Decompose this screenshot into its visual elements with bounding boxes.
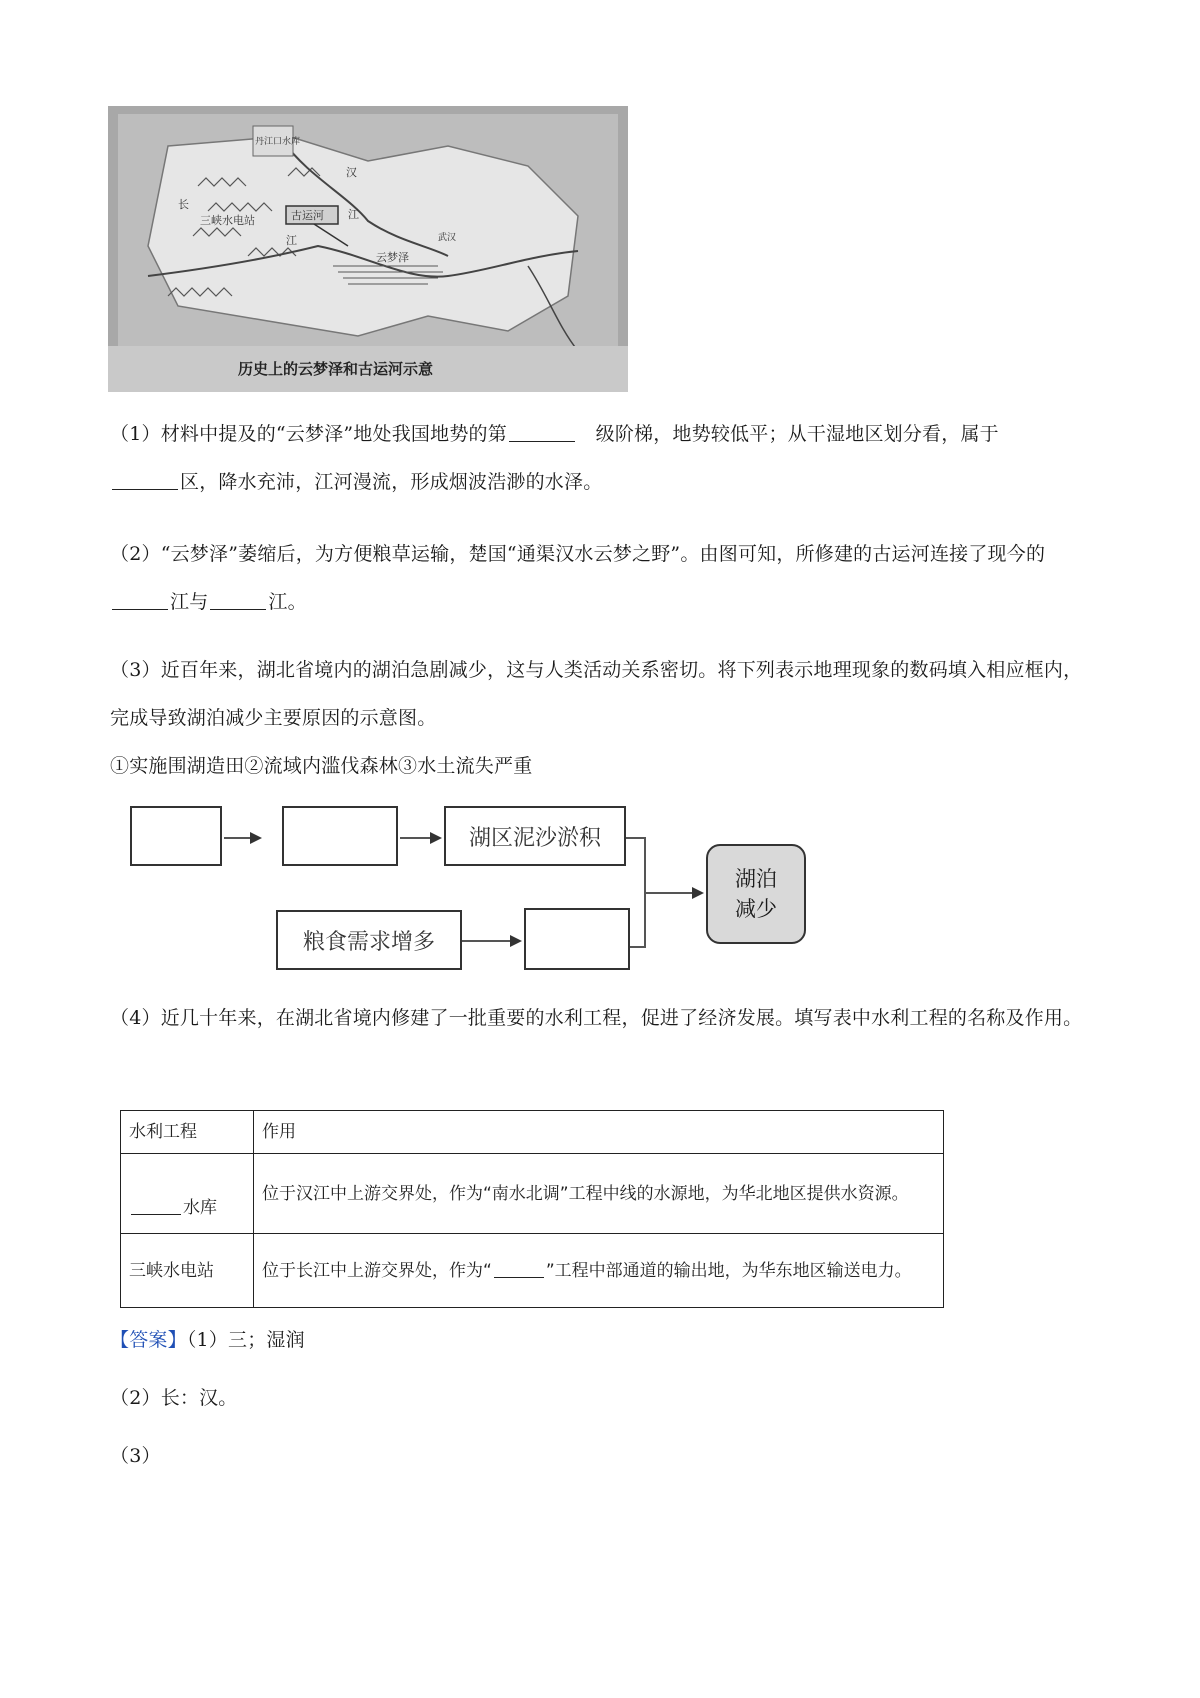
row2-effect-1: 位于长江中上游交界处，作为“ xyxy=(262,1260,492,1281)
label-three-gorges: 三峡水电站 xyxy=(200,214,255,227)
answer-1-text: （1）三；湿润 xyxy=(186,1329,305,1351)
table-row xyxy=(121,1234,944,1308)
label-jiang-2: 江 xyxy=(286,234,297,247)
flow-box-silt: 湖区泥沙淤积 xyxy=(444,806,626,866)
flow-box-food-demand: 粮食需求增多 xyxy=(276,910,462,970)
lake-line-1: 湖泊 xyxy=(735,867,777,891)
row2-effect-cell xyxy=(254,1234,944,1308)
row2-name: 三峡水电站 xyxy=(121,1234,254,1308)
flow-connector-bottom xyxy=(630,946,646,948)
cause-flow-diagram xyxy=(110,800,900,980)
row1-name-blank[interactable] xyxy=(131,1194,181,1215)
lake-line-2: 减少 xyxy=(735,897,777,921)
flow-arrowhead-2 xyxy=(430,832,442,844)
row1-effect: 位于汉江中上游交界处，作为“南水北调”工程中线的水源地，为华北地区提供水资源。 xyxy=(254,1154,944,1234)
q2-text-1: （2）“云梦泽”萎缩后，为方便粮草运输，楚国“通渠汉水云梦之野”。由图可知，所修建的古运河连接了现今的 xyxy=(110,543,1046,565)
label-danjiangkou: 丹江口水库 xyxy=(255,137,301,147)
flow-connector-top xyxy=(626,837,646,839)
row1-name-suffix: 水库 xyxy=(183,1198,217,1218)
row1-name-cell xyxy=(121,1154,254,1234)
question-2 xyxy=(110,530,1100,626)
q2-blank-2[interactable] xyxy=(210,589,266,610)
q1-text-3: 区，降水充沛，江河漫流，形成烟波浩渺的水泽。 xyxy=(180,471,603,493)
flow-blank-box-3[interactable] xyxy=(524,908,630,970)
flow-arrowhead-3 xyxy=(510,935,522,947)
label-yunmengze: 云梦泽 xyxy=(376,251,409,264)
flow-arrow-3 xyxy=(462,940,512,942)
answer-3: （3） xyxy=(110,1445,161,1467)
row2-effect-2: ”工程中部通道的输出地，为华东地区输送电力。 xyxy=(545,1260,912,1281)
answer-2: （2）长：汉。 xyxy=(110,1387,238,1409)
q2-blank-1[interactable] xyxy=(112,589,168,610)
q3-text: （3）近百年来，湖北省境内的湖泊急剧减少，这与人类活动关系密切。将下列表示地理现象的数码填入相应框内，完成导致湖泊减少主要原因的示意图。 xyxy=(110,659,1083,729)
header-project: 水利工程 xyxy=(121,1111,254,1154)
flow-box-lake-decrease xyxy=(706,844,806,944)
flow-blank-box-1[interactable] xyxy=(130,806,222,866)
table-header-row xyxy=(121,1111,944,1154)
question-1 xyxy=(110,410,1100,506)
label-jiang-1: 江 xyxy=(348,208,359,221)
q4-text: （4）近几十年来，在湖北省境内修建了一批重要的水利工程，促进了经济发展。填写表中水利工程的名称及作用。 xyxy=(110,1007,1083,1029)
flow-blank-box-2[interactable] xyxy=(282,806,398,866)
table-row xyxy=(121,1154,944,1234)
question-3 xyxy=(110,646,1100,742)
header-effect: 作用 xyxy=(254,1111,944,1154)
q3-options: ①实施围湖造田②流域内滥伐森林③水土流失严重 xyxy=(110,755,533,777)
q1-text-2: 级阶梯，地势较低平；从干湿地区划分看，属于 xyxy=(595,423,999,445)
q2-text-2: 江与 xyxy=(170,591,209,613)
map-caption: 历史上的云梦泽和古运河示意 xyxy=(238,360,434,378)
flow-arrow-2 xyxy=(400,837,432,839)
label-han: 汉 xyxy=(346,166,357,179)
question-4 xyxy=(110,994,1100,1042)
flow-arrowhead-1 xyxy=(250,832,262,844)
q1-blank-1[interactable] xyxy=(509,421,575,442)
flow-arrow-to-lake xyxy=(644,892,694,894)
q2-text-3: 江。 xyxy=(268,591,307,613)
flow-arrowhead-lake xyxy=(692,887,704,899)
row2-blank[interactable] xyxy=(494,1257,544,1278)
q1-blank-2[interactable] xyxy=(112,469,178,490)
flow-arrow-1 xyxy=(224,837,252,839)
q1-text-1: （1）材料中提及的“云梦泽”地处我国地势的第 xyxy=(110,423,507,445)
answer-tag: 【答案】 xyxy=(110,1329,187,1351)
label-wuhan: 武汉 xyxy=(438,233,457,243)
answer-1 xyxy=(110,1316,1100,1364)
map-graphic xyxy=(108,106,628,392)
water-project-table xyxy=(120,1110,944,1308)
label-ancient-canal: 古运河 xyxy=(291,209,324,222)
label-chang: 长 xyxy=(178,198,189,211)
historical-map xyxy=(108,106,628,392)
